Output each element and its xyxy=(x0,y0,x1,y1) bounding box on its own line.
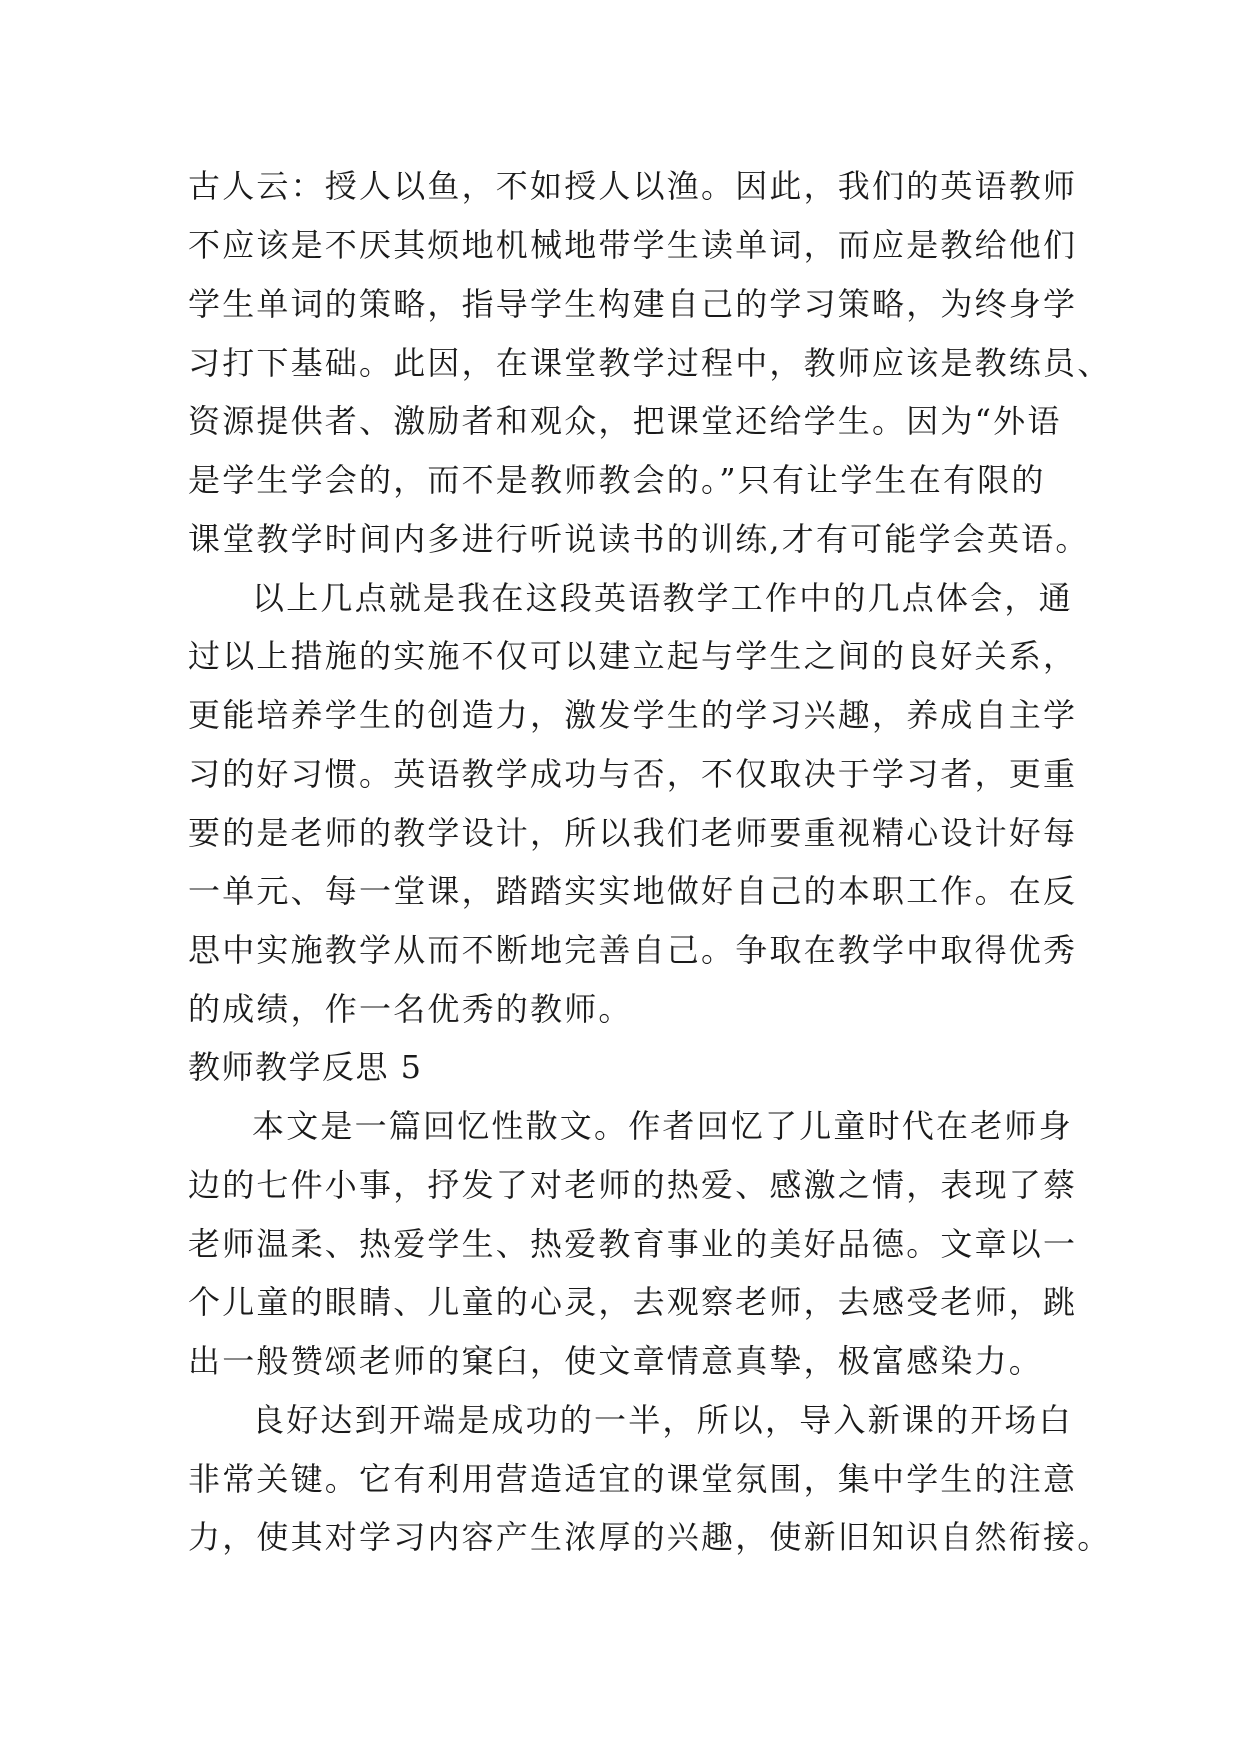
text-line: 老师温柔、热爱学生、热爱教育事业的美好品德。文章以一 xyxy=(188,1225,1078,1263)
text-line: 过以上措施的实施不仅可以建立起与学生之间的良好关系， xyxy=(188,637,1078,675)
text-line: 是学生学会的，而不是教师教会的。”只有让学生在有限的 xyxy=(188,461,1046,499)
text-line: 非常关键。它有利用营造适宜的课堂氛围，集中学生的注意 xyxy=(188,1460,1078,1498)
text-line: 的成绩，作一名优秀的教师。 xyxy=(188,990,633,1028)
text-line: 要的是老师的教学设计，所以我们老师要重视精心设计好每 xyxy=(188,814,1078,852)
text-line: 课堂教学时间内多进行听说读书的训练,才有可能学会英语。 xyxy=(188,520,1090,558)
text-line: 学生单词的策略，指导学生构建自己的学习策略，为终身学 xyxy=(188,285,1078,323)
section-heading: 教师教学反思 5 xyxy=(188,1048,423,1086)
text-line: 习的好习惯。英语教学成功与否，不仅取决于学习者，更重 xyxy=(188,755,1078,793)
paragraph-first-line: 良好达到开端是成功的一半，所以，导入新课的开场白 xyxy=(252,1401,1073,1439)
text-line: 更能培养学生的创造力，激发学生的学习兴趣，养成自主学 xyxy=(188,696,1078,734)
text-line: 资源提供者、激励者和观众，把课堂还给学生。因为“外语 xyxy=(188,402,1062,440)
text-line: 边的七件小事，抒发了对老师的热爱、感激之情，表现了蔡 xyxy=(188,1166,1078,1204)
text-line: 不应该是不厌其烦地机械地带学生读单词，而应是教给他们 xyxy=(188,226,1078,264)
text-line: 古人云：授人以鱼，不如授人以渔。因此，我们的英语教师 xyxy=(188,167,1078,205)
text-line: 出一般赞颂老师的窠臼，使文章情意真挚，极富感染力。 xyxy=(188,1342,1044,1380)
text-line: 个儿童的眼睛、儿童的心灵，去观察老师，去感受老师，跳 xyxy=(188,1283,1078,1321)
text-line: 力，使其对学习内容产生浓厚的兴趣，使新旧知识自然衔接。 xyxy=(188,1518,1112,1556)
paragraph-first-line: 以上几点就是我在这段英语教学工作中的几点体会，通 xyxy=(252,579,1073,617)
text-line: 一单元、每一堂课，踏踏实实地做好自己的本职工作。在反 xyxy=(188,872,1078,910)
text-line: 思中实施教学从而不断地完善自己。争取在教学中取得优秀 xyxy=(188,931,1078,969)
paragraph-first-line: 本文是一篇回忆性散文。作者回忆了儿童时代在老师身 xyxy=(252,1107,1073,1145)
text-line: 习打下基础。此因，在课堂教学过程中，教师应该是教练员、 xyxy=(188,344,1112,382)
